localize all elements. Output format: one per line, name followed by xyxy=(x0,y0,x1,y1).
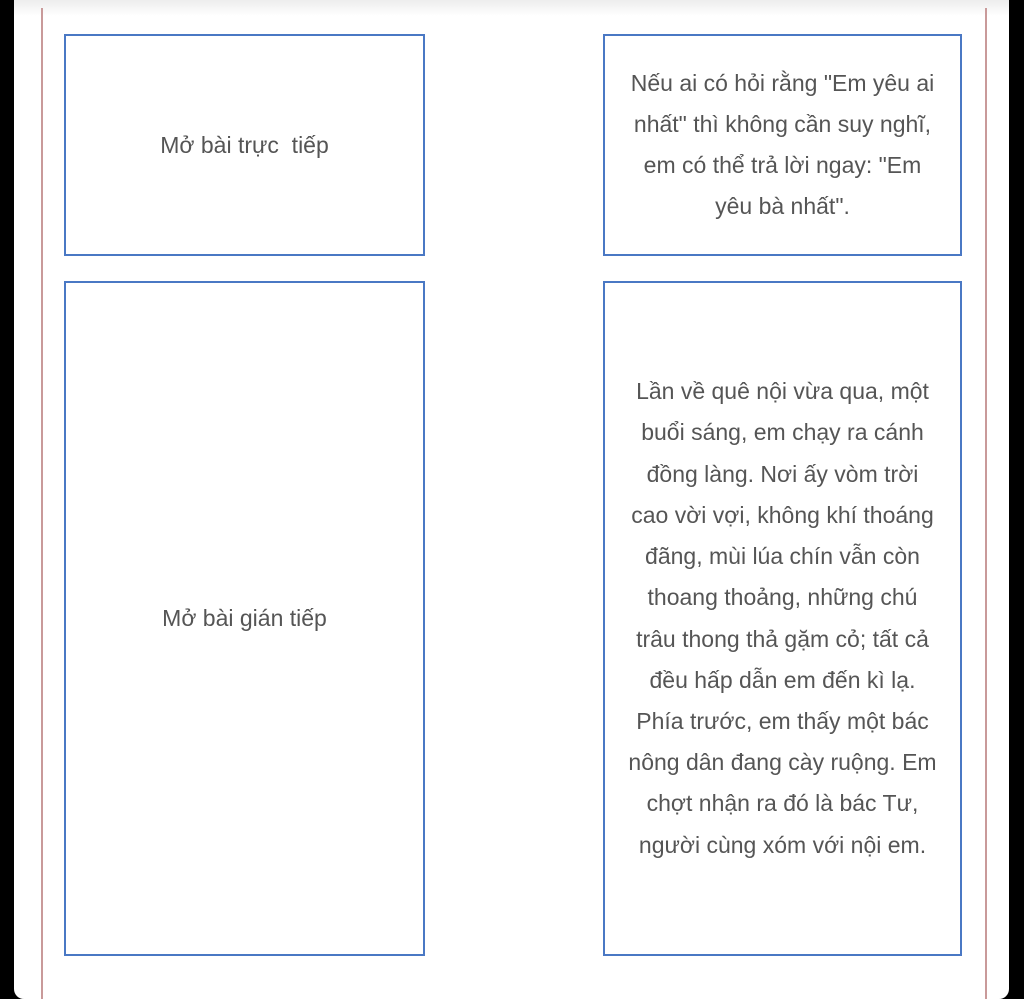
example-indirect-opening: Lần về quê nội vừa qua, một buổi sáng, em chạy ra cánh đồng làng. Nơi ấy vòm trời cao vời vợi, không khí thoáng đãng, mùi lúa chín vẫn còn thoang thoảng, những chú trâu thong thả gặm cỏ; tất cả đều hấp dẫn em đến kì lạ. Phía trước, em thấy một bác nông dân đang cày ruộng. Em chợt nhận ra đó là bác Tư, người cùng xóm với nội em. xyxy=(628,378,937,858)
example-box-direct-opening xyxy=(603,34,962,256)
example-direct-opening: Nếu ai có hỏi rằng "Em yêu ai nhất" thì không cần suy nghĩ, em có thể trả lời ngay: "Em yêu bà nhất". xyxy=(630,69,935,220)
label-indirect-opening: Mở bài gián tiếp xyxy=(162,605,327,631)
right-margin-line xyxy=(985,8,987,999)
left-margin-line xyxy=(41,8,43,999)
document-page xyxy=(14,0,1009,999)
example-box-indirect-opening xyxy=(603,281,962,956)
label-box-indirect-opening xyxy=(64,281,425,956)
page-top-shadow xyxy=(14,0,1009,16)
label-direct-opening: Mở bài trực tiếp xyxy=(160,131,329,158)
label-box-direct-opening xyxy=(64,34,425,256)
